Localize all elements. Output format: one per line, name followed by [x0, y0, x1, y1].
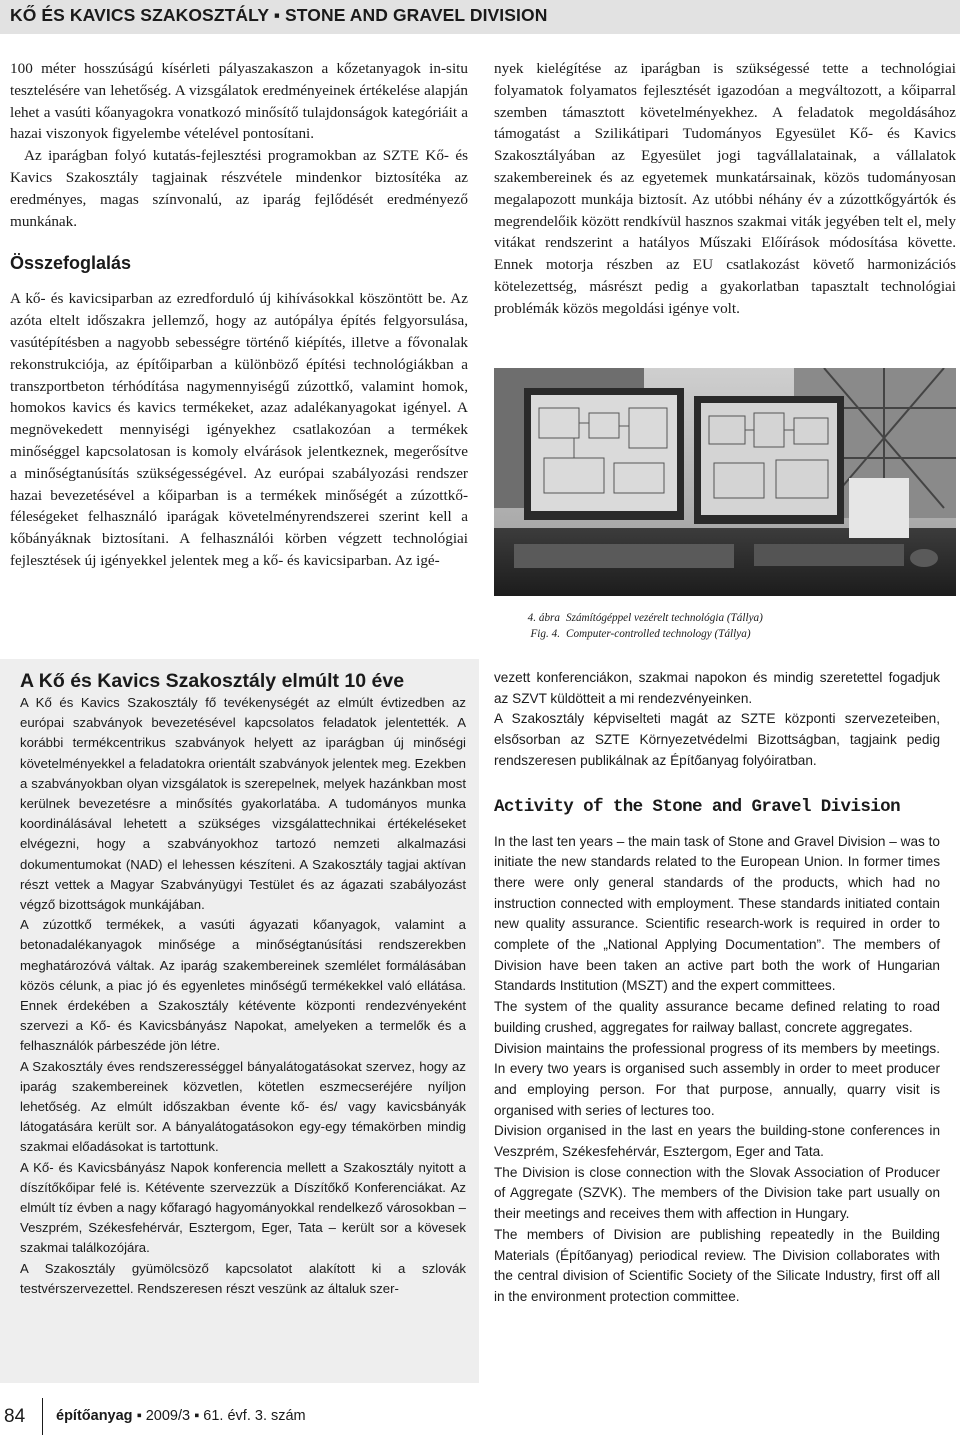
photo-illustration [494, 368, 956, 596]
box-title: A Kő és Kavics Szakosztály elmúlt 10 éve [20, 670, 405, 692]
paragraph: A Kő- és Kavicsbányász Napok konferencia mellett a Szakosztály nyitott a díszítőkőipar felé is. Kétévente szervezzük a Díszítőkő Konferenciákat. Az elmúlt tíz évben a nagy kőfaragó hagyományokkal rendelkező városokban – Veszprém, Székesfehérvár, Esztergom, Eger, Tata – került sor a kövesek szakmai találkozójára. [20, 1159, 466, 1256]
journal-name: építőanyag [56, 1408, 133, 1424]
paragraph: Division maintains the professional progress of its members by meetings. In every two years is organised such assembly in order to meet producer and employing person. For that purpose, annually, quarry visit is organised with series of lectures too. [494, 1040, 940, 1118]
paragraph: A Szakosztály éves rendszerességgel bányalátogatásokat szervez, hogy az iparág szakembereinek közvetlen, kötetlen eszmecseréjére nyíljon lehetőség. Az elmúlt időszakban évente kő- és/ vagy kavicsbányák látogatására került sor. A bányalátogatásokon egy-egy témakörben mindig szakmai előadásokat is tartottunk. [20, 1058, 466, 1155]
footer-divider [42, 1398, 43, 1435]
sidebar-box-content [20, 669, 466, 1299]
english-heading: Activity of the Stone and Gravel Division [494, 796, 900, 817]
caption-number: Fig. 4. [530, 628, 560, 640]
paragraph: A kő- és kavicsiparban az ezredforduló új kihívásokkal köszöntött be. Az azóta eltelt időszakra jellemző, hogy az autópálya építés felgyorsulása, vasútépítésben a nagyobb sebességre történő kiépítés, illetve a fővonalak rekonstrukciója, az építőiparban a különböző építési technológiákban a transzportbeton térhódítása nagymennyiségű zúzottkő, valamint homok, homokos kavics és kavics termékeket, azaz adalékanyagokat igényel. A megnövekedett mennyiségi igényekhez csatlakozóan a termékek minőséggel kapcsolatosan is komoly elvárások jelentkeznek, megerősítve a minőségtanúsítás szükségességével. Az európai szabályozási rendszer hazai bevezetésével a kőiparban is a termékek minőségét a zúzottkő-féleségeket felhasználó iparágak követelményrendszerei szerint kell a kőbányáknak biztosítani. A felhasználói körben végzett technológiai fejlesztések új igényekkel jelentek meg a kő- és kavicsiparban. Az igé- [10, 290, 468, 569]
header-band [0, 0, 960, 34]
paragraph: nyek kielégítése az iparágban is szükségessé tette a technológiai folyamatok folyamatos fejlesztését igazodóan a megváltozott, a kőiparral szemben támasztott követelményekhez. A feladatok megoldásához támogatást a Szilikátipari Tudományos Egyesület Kő- és Kavics Szakosztályában az Egyesület jogi tagvállalatainak, a vállalatok szakembereinek és az egyetemek munkatársainak, közös tudományosan megalapozott munkája biztosít. Az utóbbi néhány év a zúzottkőgyártók és megrendelőik között rendkívül hasznos szakmai viták jegyében telt el, mely vitákat rendszerint a hatályos Műszaki Előírások módosítása követte. Ennek motorja részben az EU csatlakozást követő harmonizációs kötelezettség, másrészt pedig a gyakorlatban tapasztalt technológiai problémák közös megoldási igénye volt. [494, 60, 956, 317]
journal-info [56, 1408, 306, 1424]
right-column [494, 58, 956, 320]
paragraph: A Szakosztály gyümölcsöző kapcsolatot alakított ki a szlovák testvérszervezettel. Rendszeresen részt veszünk az általuk szer- [20, 1260, 466, 1296]
paragraph: The Division is close connection with the Slovak Association of Producer of Aggregate (SZVK). The members of the Division take part usually on their meetings and receives them with affection in Hungary. [494, 1164, 940, 1222]
paragraph: 100 méter hosszúságú kísérleti pályaszakaszon a kőzetanyagok in-situ tesztelésére van lehetőség. A vizsgálatok eredményeinek értékelése alapján lehet a vasúti kőanyagokra vonatkozó minősítő tulajdonságok kategóriáit a hazai viszonyok figyelembe vételével pontosítani. [10, 60, 468, 143]
paragraph: The members of Division are publishing repeatedly in the Building Materials (Építőanyag) periodical review. The Division collaborates with the central division of Scientific Society of the Silicate Industry, first off all in the environment protection committee. [494, 1226, 940, 1304]
paragraph: vezett konferenciákon, szakmai napokon és mindig szeretettel fogadjuk az SZVT küldötteit a mi rendezvényeinken. [494, 670, 940, 706]
paragraph: A Kő és Kavics Szakosztály fő tevékenységét az elmúlt évtizedben az európai szabványok bevezetésével kapcsolatos feladatok jelentették. A korábbi termékcentrikus szabványok helyett az iparágban új minőségi követelményekkel a feladatokra orientált szabványok jelentek meg. Ezekben a szabványokban olyan vizsgálatok is szerepelnek, melyek hazánkban most kerülnek bevezetésre a minősítés gyakorlatába. A tudományos munka koordinálásával lehetett a szükséges vizsgálattechnikai értékeléseket elvégezni, hogy a szabványokhoz tartozó nemzeti alkalmazási dokumentumokat (NAD) el lehessen készíteni. A Szakosztály tagjai aktívan részt vettek a Magyar Szabványügyi Testület és az ágazati szabályozást végző bizottságok munkájában. [20, 695, 466, 913]
caption-hu [514, 610, 763, 626]
caption-en [514, 626, 763, 642]
caption-number: 4. ábra [527, 612, 560, 624]
caption-text: Számítógéppel vezérelt technológia (Tállya) [566, 612, 763, 624]
paragraph: Division organised in the last en years the building-stone conferences in Veszprém, Székesfehérvár, Esztergom, Eger and Tata. [494, 1123, 940, 1160]
page-footer [0, 1398, 960, 1435]
paragraph: A Szakosztály képviselteti magát az SZTE központi szervezeteiben, elsősorban az SZTE Környezetvédelmi Bizottságban, tagjaink pedig rendszeresen publikálnak az Építőanyag folyóiratban. [494, 711, 940, 768]
left-column [10, 58, 468, 572]
paragraph: In the last ten years – the main task of Stone and Gravel Division – was to initiate the new standards related to the European Union. In former times there were only general standards of the products, which had no instruction connected with employment. These standards initiated contain new quality assurance. Scientific research-work is required in order to complete of the „National Applying Documentation”. The members of Division have been taken an active part both the work of Hungarian Standards Institution (MSZT) and the expert committees. [494, 833, 940, 994]
right-lower-column [494, 668, 940, 1308]
control-room-photo [494, 368, 956, 596]
paragraph: The system of the quality assurance became defined relating to road building crushed, aggregates for railway ballast, concrete aggregates. [494, 999, 940, 1035]
paragraph: A zúzottkő termékek, a vasúti ágyazati kőanyagok, valamint a betonadalékanyagok minősége a minőségtanúsítási rendszerekben meghatározóvá váltak. Az iparág szakembereinek szemlélet formálásában közös célunk, a piac jó és egyenletes minőségű termékekkel való ellátása. Ennek érdekében a Szakosztály kétévente központi rendezvényeként szervezi a Kő- és Kavicsbányász Napokat, amelyeken a termelők és a felhasználók párbeszéde jön létre. [20, 917, 466, 1054]
paragraph: Az iparágban folyó kutatás-fejlesztési programokban az SZTE Kő- és Kavics Szakosztály tagjainak részvétele mindenkor biztosítéka az eredményes, magas színvonalú, az iparág fejlődését eredményező munkának. [10, 147, 468, 230]
page-number: 84 [4, 1406, 26, 1427]
section-heading: Összefoglalás [10, 253, 132, 274]
running-header: KŐ ÉS KAVICS SZAKOSZTÁLY ▪ STONE AND GRAVEL DIVISION [10, 5, 548, 25]
sidebar-box [0, 659, 479, 1383]
figure-caption [514, 610, 763, 642]
issue-info: ▪ 2009/3 ▪ 61. évf. 3. szám [132, 1408, 306, 1424]
caption-text: Computer-controlled technology (Tállya) [566, 628, 751, 640]
